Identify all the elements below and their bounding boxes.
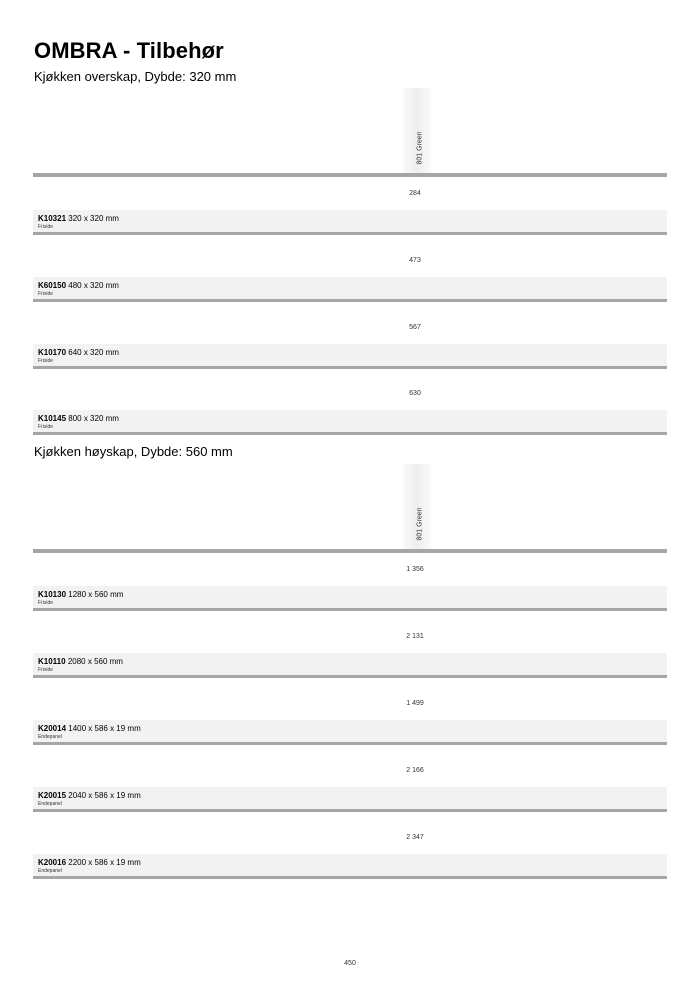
table-row [33,556,667,623]
row-band [33,410,667,432]
price: 2 347 [406,834,424,841]
row-band [33,210,667,232]
product-type: Friside [38,291,54,297]
product-dims: 2040 x 586 x 19 mm [68,791,141,800]
product-code: K20016 [38,858,67,867]
product-code: K10130 [38,590,67,599]
row-divider [33,675,667,678]
table-row [33,757,667,824]
product-dims: 480 x 320 mm [68,281,119,290]
product-dims: 1400 x 586 x 19 mm [68,724,141,733]
section-title-overskap: Kjøkken overskap, Dybde: 320 mm [34,69,237,84]
product-type: Endepanel [38,734,62,740]
product-name [38,791,141,800]
row-divider [33,742,667,745]
row-band [33,277,667,299]
row-divider [33,876,667,879]
table-row [33,247,667,314]
page-number: 450 [344,960,356,967]
product-type: Endepanel [38,801,62,807]
product-name [38,414,119,423]
price: 567 [409,324,421,331]
table-row [33,824,667,891]
product-type: Friside [38,424,54,430]
table-row [33,180,667,247]
column-header [405,88,429,168]
product-type: Friside [38,600,54,606]
row-divider [33,232,667,235]
price: 1 356 [406,566,424,573]
header-divider [33,549,667,553]
row-divider [33,299,667,302]
product-type: Friside [38,358,54,364]
row-divider [33,809,667,812]
product-dims: 800 x 320 mm [68,414,119,423]
product-name [38,281,119,290]
row-band [33,586,667,608]
product-name [38,724,141,733]
product-name [38,590,123,599]
row-divider [33,366,667,369]
product-dims: 2200 x 586 x 19 mm [68,858,141,867]
row-band [33,653,667,675]
price: 1 499 [406,700,424,707]
product-code: K10170 [38,348,67,357]
price: 2 131 [406,633,424,640]
product-dims: 320 x 320 mm [68,214,119,223]
product-dims: 2080 x 560 mm [67,657,123,666]
product-name [38,348,119,357]
table-row [33,314,667,381]
price: 630 [409,390,421,397]
column-header [405,464,429,544]
price: 284 [409,190,421,197]
product-type: Friside [38,667,54,673]
product-code: K10110 [38,657,66,666]
table-row [33,690,667,757]
row-divider [33,432,667,435]
row-band [33,344,667,366]
product-name [38,657,123,666]
column-header-label: 801 Green [416,131,424,165]
product-code: K60150 [38,281,67,290]
product-code: K10145 [38,414,67,423]
product-name [38,858,141,867]
table-row [33,623,667,690]
table-row [33,380,667,447]
price: 2 166 [406,767,424,774]
product-code: K20015 [38,791,67,800]
column-header-label: 801 Green [416,507,424,541]
product-code: K10321 [38,214,67,223]
product-code: K20014 [38,724,67,733]
row-divider [33,608,667,611]
product-dims: 640 x 320 mm [68,348,119,357]
section-title-hoyskap: Kjøkken høyskap, Dybde: 560 mm [34,444,233,459]
header-divider [33,173,667,177]
price: 473 [409,257,421,264]
product-name [38,214,119,223]
product-dims: 1280 x 560 mm [68,590,124,599]
page-title: OMBRA - Tilbehør [34,38,224,63]
product-type: Endepanel [38,868,62,874]
product-type: Friside [38,224,54,230]
